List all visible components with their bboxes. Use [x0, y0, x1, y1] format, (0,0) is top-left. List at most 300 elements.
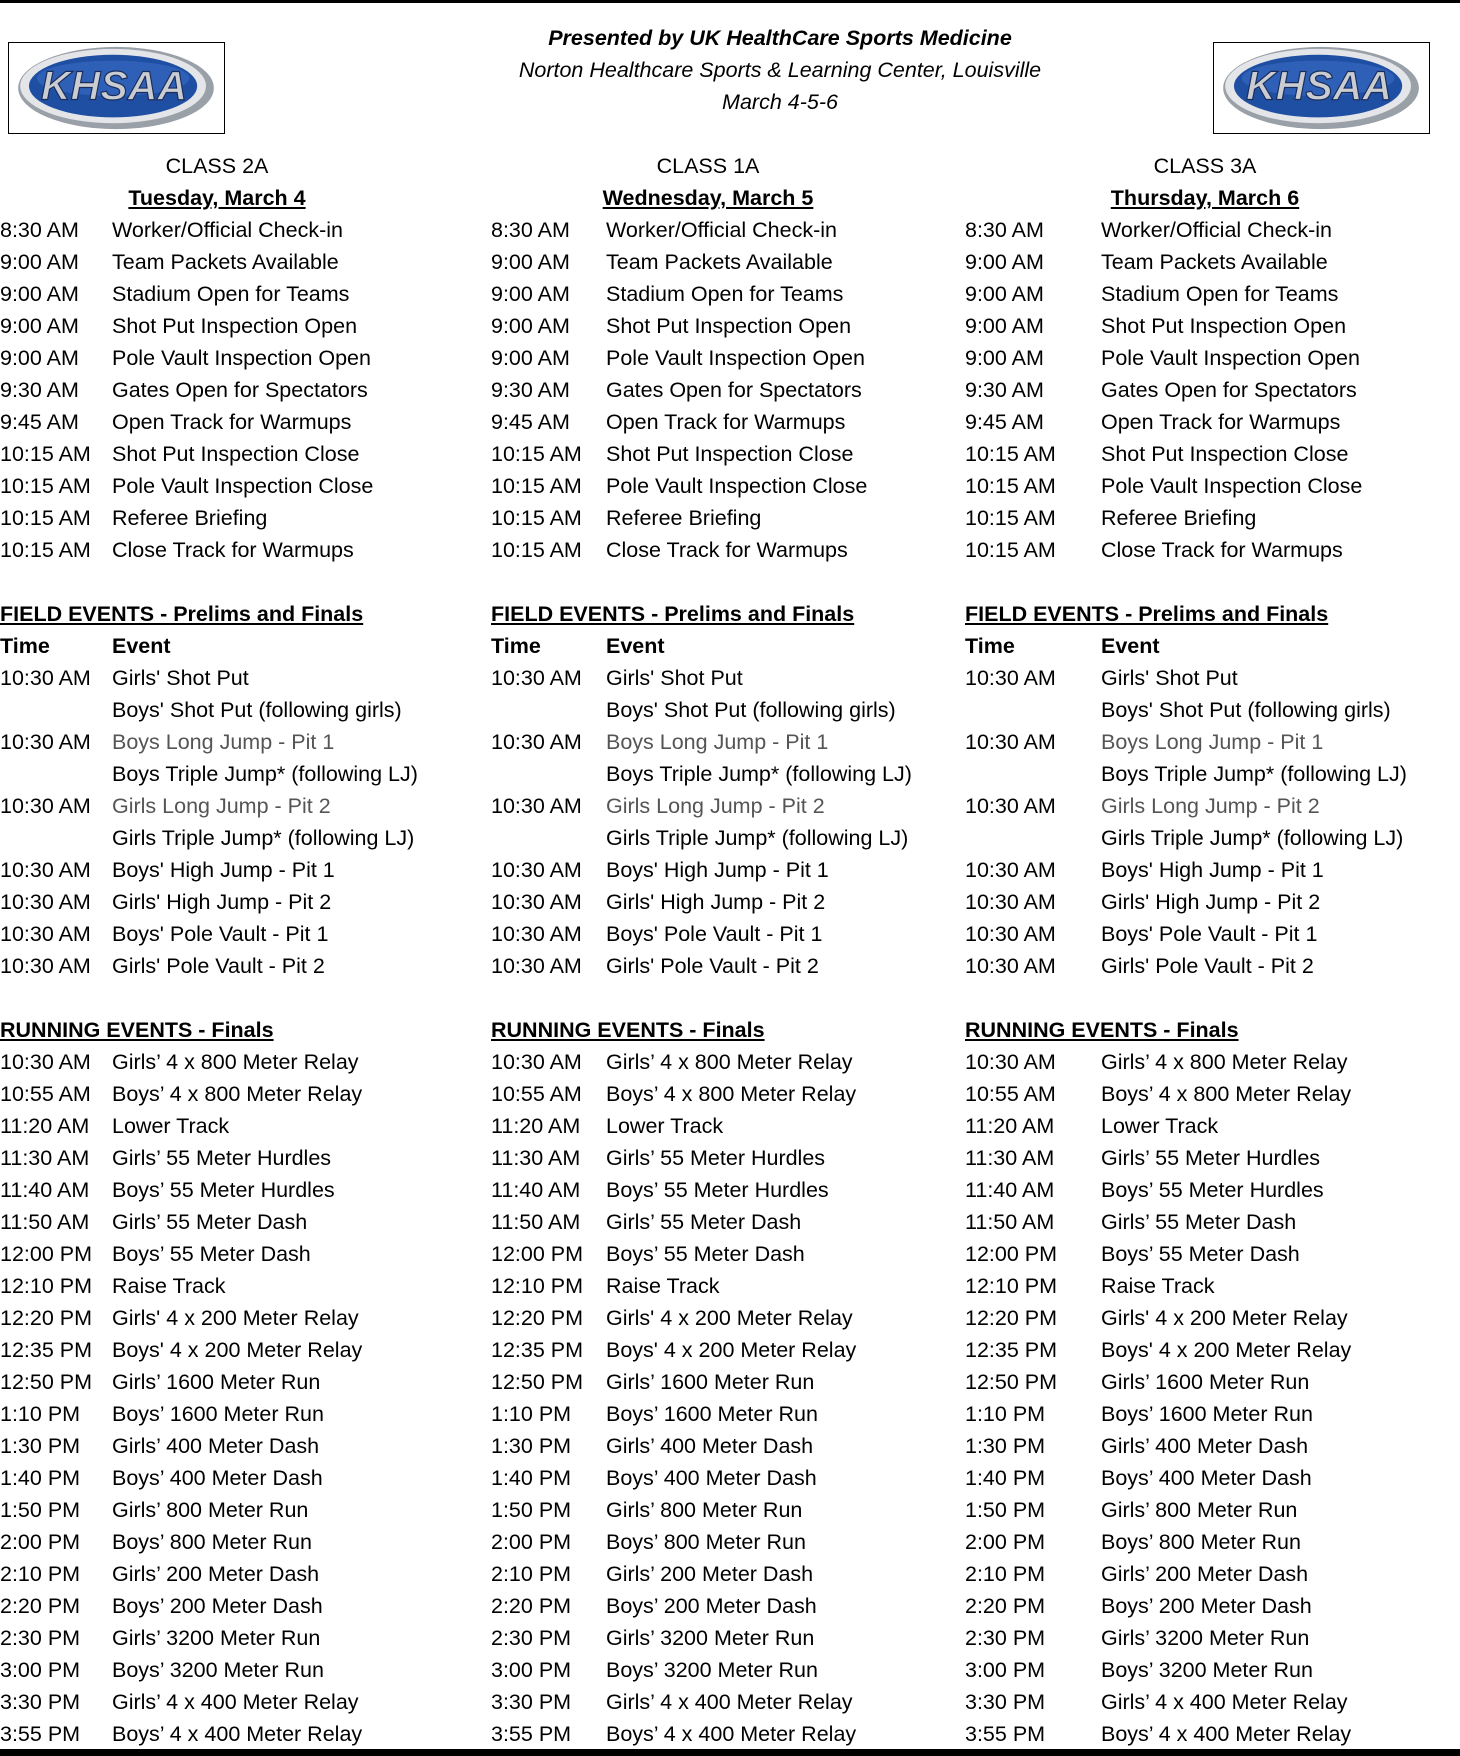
event-name: Boys' 4 x 200 Meter Relay: [606, 1338, 857, 1362]
running-event-row: [491, 1238, 961, 1270]
event-name: Boys Long Jump - Pit 1: [112, 730, 335, 754]
khsaa-logo-left: [8, 42, 225, 134]
time-header: Time: [491, 634, 541, 658]
running-event-row: [491, 1078, 961, 1110]
event-time: 11:20 AM: [0, 1114, 90, 1138]
event-time: 12:10 PM: [0, 1274, 93, 1298]
checkin-row: [491, 502, 961, 534]
event-name: Girls’ 3200 Meter Run: [606, 1626, 815, 1650]
field-event-row: [491, 726, 961, 758]
event-time: 12:35 PM: [0, 1338, 93, 1362]
field-events-title: FIELD EVENTS - Prelims and Finals: [491, 602, 855, 626]
running-event-row: [491, 1270, 961, 1302]
checkin-row: [0, 278, 470, 310]
event-time: 2:20 PM: [491, 1594, 572, 1618]
checkin-row: [0, 534, 470, 566]
field-events-title: FIELD EVENTS - Prelims and Finals: [965, 602, 1329, 626]
checkin-row: [491, 534, 961, 566]
checkin-row: [491, 246, 961, 278]
field-event-row: [0, 726, 470, 758]
running-event-row: [491, 1430, 961, 1462]
event-name: Pole Vault Inspection Close: [606, 474, 868, 498]
event-time: 8:30 AM: [965, 218, 1044, 242]
event-name: Team Packets Available: [1101, 250, 1328, 274]
checkin-row: [965, 470, 1445, 502]
running-event-row: [491, 1046, 961, 1078]
event-time: 12:00 PM: [0, 1242, 93, 1266]
event-time: 3:55 PM: [965, 1722, 1046, 1746]
time-header: Time: [965, 634, 1015, 658]
event-name: Girls’ 4 x 400 Meter Relay: [606, 1690, 853, 1714]
field-event-row: [0, 694, 470, 726]
field-event-row: [965, 694, 1445, 726]
checkin-row: [491, 438, 961, 470]
event-name: Referee Briefing: [1101, 506, 1257, 530]
event-time: 1:40 PM: [0, 1466, 81, 1490]
event-time: 9:00 AM: [965, 346, 1044, 370]
event-name: Boys Long Jump - Pit 1: [606, 730, 829, 754]
running-event-row: [965, 1654, 1445, 1686]
checkin-row: [0, 342, 470, 374]
field-event-row: [0, 854, 470, 886]
event-time: 9:00 AM: [965, 250, 1044, 274]
checkin-row: [491, 342, 961, 374]
event-name: Girls’ 4 x 400 Meter Relay: [112, 1690, 359, 1714]
event-time: 10:15 AM: [491, 538, 582, 562]
field-event-row: [0, 758, 470, 790]
event-name: Boys Long Jump - Pit 1: [1101, 730, 1324, 754]
event-name: Girls’ 800 Meter Run: [1101, 1498, 1298, 1522]
class-label: CLASS 2A: [165, 154, 269, 178]
event-name: Girls’ 4 x 800 Meter Relay: [606, 1050, 853, 1074]
running-event-row: [965, 1366, 1445, 1398]
presented-by: Presented by UK HealthCare Sports Medicine: [548, 26, 1012, 50]
running-event-row: [965, 1302, 1445, 1334]
event-time: 1:10 PM: [491, 1402, 572, 1426]
running-events-title: RUNNING EVENTS - Finals: [0, 1018, 274, 1042]
event-name: Team Packets Available: [112, 250, 339, 274]
running-event-row: [965, 1334, 1445, 1366]
event-time: 3:55 PM: [0, 1722, 81, 1746]
field-event-row: [491, 918, 961, 950]
checkin-row: [0, 438, 470, 470]
khsaa-logo-graphic: [1214, 43, 1429, 133]
event-name: Gates Open for Spectators: [1101, 378, 1357, 402]
event-time: 2:20 PM: [965, 1594, 1046, 1618]
event-time: 11:20 AM: [491, 1114, 581, 1138]
running-event-row: [965, 1718, 1445, 1750]
event-name: Girls’ 400 Meter Dash: [1101, 1434, 1309, 1458]
event-name: Boys’ 3200 Meter Run: [1101, 1658, 1313, 1682]
event-name: Worker/Official Check-in: [1101, 218, 1332, 242]
event-time: 10:30 AM: [0, 890, 91, 914]
event-time: 12:00 PM: [491, 1242, 584, 1266]
running-event-row: [965, 1238, 1445, 1270]
checkin-row: [965, 246, 1445, 278]
running-event-row: [965, 1398, 1445, 1430]
event-name: Boys’ 4 x 400 Meter Relay: [112, 1722, 363, 1746]
checkin-row: [965, 502, 1445, 534]
event-time: 12:50 PM: [0, 1370, 93, 1394]
page-header: [430, 22, 1130, 118]
event-time: 11:30 AM: [0, 1146, 90, 1170]
running-event-row: [491, 1206, 961, 1238]
schedule-column-class-2a: [0, 150, 470, 1750]
event-name: Girls’ 55 Meter Hurdles: [1101, 1146, 1321, 1170]
running-event-row: [491, 1494, 961, 1526]
running-event-row: [0, 1622, 470, 1654]
event-time: 10:55 AM: [965, 1082, 1056, 1106]
checkin-row: [491, 374, 961, 406]
running-event-row: [965, 1142, 1445, 1174]
spacer: [491, 566, 961, 598]
event-time: 10:30 AM: [0, 730, 91, 754]
event-name: Girls' High Jump - Pit 2: [606, 890, 826, 914]
event-name: Boys' Shot Put (following girls): [112, 698, 402, 722]
event-time: 1:50 PM: [0, 1498, 81, 1522]
event-name: Close Track for Warmups: [112, 538, 354, 562]
field-event-row: [491, 950, 961, 982]
field-event-row: [491, 758, 961, 790]
running-event-row: [0, 1174, 470, 1206]
running-event-row: [965, 1046, 1445, 1078]
event-time: 10:30 AM: [491, 858, 582, 882]
running-event-row: [0, 1526, 470, 1558]
time-header: Time: [0, 634, 50, 658]
schedule-column-class-3a: [965, 150, 1445, 1750]
spacer: [0, 982, 470, 1014]
khsaa-logo-graphic: [9, 43, 224, 133]
event-time: 10:30 AM: [965, 730, 1056, 754]
event-name: Boys' High Jump - Pit 1: [1101, 858, 1324, 882]
event-time: 1:30 PM: [0, 1434, 81, 1458]
event-time: 10:30 AM: [965, 954, 1056, 978]
event-time: 12:50 PM: [491, 1370, 584, 1394]
checkin-row: [491, 278, 961, 310]
event-name: Open Track for Warmups: [606, 410, 846, 434]
event-name: Boys' Shot Put (following girls): [606, 698, 896, 722]
running-event-row: [0, 1558, 470, 1590]
checkin-row: [965, 438, 1445, 470]
day-date: Tuesday, March 4: [128, 186, 306, 210]
checkin-row: [491, 310, 961, 342]
spacer: [491, 982, 961, 1014]
event-name: Gates Open for Spectators: [112, 378, 368, 402]
running-event-row: [0, 1238, 470, 1270]
checkin-row: [491, 470, 961, 502]
event-time: 2:30 PM: [965, 1626, 1046, 1650]
running-event-row: [0, 1270, 470, 1302]
event-name: Girls’ 4 x 400 Meter Relay: [1101, 1690, 1348, 1714]
event-time: 2:10 PM: [491, 1562, 572, 1586]
event-header: Event: [606, 634, 665, 658]
event-time: 12:35 PM: [491, 1338, 584, 1362]
event-name: Referee Briefing: [112, 506, 268, 530]
running-event-row: [965, 1206, 1445, 1238]
event-header: Event: [112, 634, 171, 658]
field-event-row: [965, 854, 1445, 886]
event-name: Worker/Official Check-in: [112, 218, 343, 242]
checkin-row: [965, 342, 1445, 374]
checkin-row: [965, 214, 1445, 246]
event-name: Girls’ 55 Meter Hurdles: [606, 1146, 826, 1170]
running-event-row: [491, 1654, 961, 1686]
event-time: 3:00 PM: [0, 1658, 81, 1682]
running-event-row: [0, 1430, 470, 1462]
event-name: Boys’ 1600 Meter Run: [112, 1402, 324, 1426]
checkin-row: [491, 406, 961, 438]
running-event-row: [965, 1270, 1445, 1302]
event-name: Girls' 4 x 200 Meter Relay: [112, 1306, 359, 1330]
event-time: 11:50 AM: [0, 1210, 90, 1234]
event-time: 1:50 PM: [965, 1498, 1046, 1522]
running-event-row: [0, 1366, 470, 1398]
event-name: Boys Triple Jump* (following LJ): [606, 762, 912, 786]
event-name: Boys' Pole Vault - Pit 1: [606, 922, 823, 946]
running-event-row: [965, 1110, 1445, 1142]
checkin-row: [0, 470, 470, 502]
event-time: 10:30 AM: [0, 954, 91, 978]
field-events-header: [491, 630, 961, 662]
event-name: Boys’ 55 Meter Hurdles: [112, 1178, 335, 1202]
running-event-row: [491, 1174, 961, 1206]
event-time: 12:10 PM: [965, 1274, 1058, 1298]
field-event-row: [491, 694, 961, 726]
event-name: Pole Vault Inspection Open: [112, 346, 371, 370]
khsaa-logo-right: [1213, 42, 1430, 134]
event-time: 10:30 AM: [0, 794, 91, 818]
event-time: 1:30 PM: [965, 1434, 1046, 1458]
event-time: 10:30 AM: [965, 666, 1056, 690]
field-event-row: [491, 822, 961, 854]
event-time: 2:30 PM: [0, 1626, 81, 1650]
event-name: Girls Long Jump - Pit 2: [112, 794, 331, 818]
event-time: 11:40 AM: [491, 1178, 581, 1202]
field-event-row: [965, 822, 1445, 854]
class-label: CLASS 3A: [1153, 154, 1257, 178]
event-name: Raise Track: [1101, 1274, 1215, 1298]
event-time: 9:45 AM: [491, 410, 570, 434]
event-name: Girls’ 800 Meter Run: [606, 1498, 803, 1522]
event-name: Boys’ 55 Meter Dash: [606, 1242, 805, 1266]
event-time: 3:00 PM: [491, 1658, 572, 1682]
event-name: Girls’ 3200 Meter Run: [112, 1626, 321, 1650]
event-name: Boys’ 800 Meter Run: [1101, 1530, 1301, 1554]
running-event-row: [0, 1142, 470, 1174]
running-event-row: [0, 1718, 470, 1750]
event-time: 10:30 AM: [491, 890, 582, 914]
field-event-row: [965, 758, 1445, 790]
event-name: Boys’ 200 Meter Dash: [112, 1594, 323, 1618]
event-name: Girls Long Jump - Pit 2: [606, 794, 825, 818]
event-time: 9:00 AM: [965, 282, 1044, 306]
event-time: 9:00 AM: [491, 250, 570, 274]
event-time: 8:30 AM: [491, 218, 570, 242]
event-name: Girls’ 4 x 800 Meter Relay: [112, 1050, 359, 1074]
event-name: Boys’ 4 x 800 Meter Relay: [606, 1082, 857, 1106]
running-event-row: [965, 1174, 1445, 1206]
event-name: Boys' Pole Vault - Pit 1: [112, 922, 329, 946]
running-event-row: [491, 1462, 961, 1494]
event-name: Referee Briefing: [606, 506, 762, 530]
event-name: Boys’ 3200 Meter Run: [606, 1658, 818, 1682]
running-event-row: [0, 1462, 470, 1494]
event-time: 9:45 AM: [965, 410, 1044, 434]
event-time: 1:40 PM: [491, 1466, 572, 1490]
event-time: 10:15 AM: [965, 506, 1056, 530]
running-event-row: [965, 1494, 1445, 1526]
event-name: Girls' Pole Vault - Pit 2: [1101, 954, 1314, 978]
event-name: Boys’ 400 Meter Dash: [606, 1466, 817, 1490]
running-event-row: [0, 1078, 470, 1110]
event-time: 10:30 AM: [0, 1050, 91, 1074]
event-time: 2:00 PM: [491, 1530, 572, 1554]
event-time: 10:15 AM: [0, 506, 91, 530]
event-name: Girls' 4 x 200 Meter Relay: [606, 1306, 853, 1330]
event-time: 11:20 AM: [965, 1114, 1055, 1138]
event-name: Boys’ 400 Meter Dash: [1101, 1466, 1312, 1490]
event-time: 12:00 PM: [965, 1242, 1058, 1266]
event-time: 12:35 PM: [965, 1338, 1058, 1362]
event-name: Shot Put Inspection Open: [1101, 314, 1347, 338]
checkin-row: [0, 214, 470, 246]
event-name: Girls' Pole Vault - Pit 2: [112, 954, 325, 978]
day-date: Thursday, March 6: [1110, 186, 1300, 210]
spacer: [965, 566, 1445, 598]
checkin-row: [0, 502, 470, 534]
event-name: Close Track for Warmups: [1101, 538, 1343, 562]
event-time: 10:30 AM: [491, 1050, 582, 1074]
event-name: Stadium Open for Teams: [1101, 282, 1339, 306]
event-name: Boys’ 4 x 400 Meter Relay: [1101, 1722, 1352, 1746]
event-name: Boys’ 800 Meter Run: [112, 1530, 312, 1554]
running-event-row: [965, 1686, 1445, 1718]
event-name: Raise Track: [606, 1274, 720, 1298]
top-border: [0, 0, 1460, 3]
running-event-row: [0, 1398, 470, 1430]
field-event-row: [491, 886, 961, 918]
event-time: 10:15 AM: [965, 442, 1056, 466]
event-time: 11:40 AM: [965, 1178, 1055, 1202]
event-name: Girls' Shot Put: [1101, 666, 1238, 690]
event-time: 9:00 AM: [0, 250, 79, 274]
event-time: 9:30 AM: [0, 378, 79, 402]
event-name: Girls’ 4 x 800 Meter Relay: [1101, 1050, 1348, 1074]
event-time: 9:00 AM: [0, 314, 79, 338]
event-name: Lower Track: [112, 1114, 230, 1138]
day-date: Wednesday, March 5: [602, 186, 814, 210]
event-time: 9:30 AM: [491, 378, 570, 402]
field-event-row: [965, 790, 1445, 822]
running-event-row: [0, 1302, 470, 1334]
event-name: Lower Track: [606, 1114, 724, 1138]
checkin-row: [965, 406, 1445, 438]
event-name: Boys Triple Jump* (following LJ): [1101, 762, 1407, 786]
event-name: Boys’ 200 Meter Dash: [606, 1594, 817, 1618]
running-event-row: [491, 1398, 961, 1430]
event-time: 12:10 PM: [491, 1274, 584, 1298]
event-time: 10:30 AM: [491, 730, 582, 754]
field-event-row: [0, 950, 470, 982]
event-time: 10:30 AM: [491, 794, 582, 818]
event-time: 1:50 PM: [491, 1498, 572, 1522]
checkin-row: [0, 406, 470, 438]
event-time: 12:20 PM: [0, 1306, 93, 1330]
event-name: Girls’ 1600 Meter Run: [112, 1370, 321, 1394]
event-time: 10:15 AM: [0, 442, 91, 466]
venue: Norton Healthcare Sports & Learning Center, Louisville: [518, 58, 1042, 82]
event-time: 3:30 PM: [965, 1690, 1046, 1714]
event-name: Boys' High Jump - Pit 1: [606, 858, 829, 882]
event-name: Girls’ 200 Meter Dash: [112, 1562, 320, 1586]
event-name: Girls Triple Jump* (following LJ): [112, 826, 415, 850]
event-name: Girls’ 55 Meter Dash: [1101, 1210, 1297, 1234]
event-name: Open Track for Warmups: [1101, 410, 1341, 434]
event-time: 10:15 AM: [965, 474, 1056, 498]
event-time: 10:15 AM: [491, 506, 582, 530]
field-event-row: [965, 662, 1445, 694]
event-time: 12:20 PM: [491, 1306, 584, 1330]
event-name: Boys’ 55 Meter Dash: [112, 1242, 311, 1266]
event-time: 1:30 PM: [491, 1434, 572, 1458]
event-time: 10:30 AM: [0, 666, 91, 690]
event-time: 11:50 AM: [491, 1210, 581, 1234]
event-time: 10:30 AM: [965, 858, 1056, 882]
event-name: Boys’ 1600 Meter Run: [606, 1402, 818, 1426]
event-time: 12:20 PM: [965, 1306, 1058, 1330]
running-event-row: [0, 1686, 470, 1718]
event-time: 3:55 PM: [491, 1722, 572, 1746]
event-name: Girls’ 1600 Meter Run: [1101, 1370, 1310, 1394]
event-time: 10:30 AM: [965, 890, 1056, 914]
event-name: Girls' 4 x 200 Meter Relay: [1101, 1306, 1348, 1330]
running-event-row: [965, 1590, 1445, 1622]
checkin-row: [965, 310, 1445, 342]
event-name: Boys Triple Jump* (following LJ): [112, 762, 418, 786]
event-name: Shot Put Inspection Open: [606, 314, 852, 338]
event-name: Shot Put Inspection Close: [112, 442, 360, 466]
schedule-column-class-1a: [491, 150, 961, 1750]
event-name: Pole Vault Inspection Open: [1101, 346, 1360, 370]
running-event-row: [965, 1462, 1445, 1494]
event-name: Girls’ 200 Meter Dash: [1101, 1562, 1309, 1586]
running-event-row: [491, 1334, 961, 1366]
field-event-row: [0, 822, 470, 854]
field-event-row: [965, 726, 1445, 758]
event-time: 10:15 AM: [0, 538, 91, 562]
event-name: Worker/Official Check-in: [606, 218, 837, 242]
event-name: Boys’ 55 Meter Hurdles: [1101, 1178, 1324, 1202]
svg-text:KHSAA: KHSAA: [41, 62, 188, 109]
event-name: Girls’ 200 Meter Dash: [606, 1562, 814, 1586]
event-name: Boys’ 200 Meter Dash: [1101, 1594, 1312, 1618]
event-name: Stadium Open for Teams: [112, 282, 350, 306]
event-name: Girls’ 3200 Meter Run: [1101, 1626, 1310, 1650]
running-events-title: RUNNING EVENTS - Finals: [491, 1018, 765, 1042]
event-name: Girls Triple Jump* (following LJ): [606, 826, 909, 850]
event-name: Boys' 4 x 200 Meter Relay: [112, 1338, 363, 1362]
event-name: Girls’ 800 Meter Run: [112, 1498, 309, 1522]
event-name: Shot Put Inspection Close: [606, 442, 854, 466]
field-event-row: [491, 790, 961, 822]
running-event-row: [0, 1334, 470, 1366]
running-event-row: [491, 1302, 961, 1334]
event-name: Pole Vault Inspection Close: [1101, 474, 1363, 498]
event-name: Girls' High Jump - Pit 2: [112, 890, 332, 914]
event-name: Boys’ 55 Meter Dash: [1101, 1242, 1300, 1266]
running-event-row: [965, 1430, 1445, 1462]
event-name: Boys’ 400 Meter Dash: [112, 1466, 323, 1490]
